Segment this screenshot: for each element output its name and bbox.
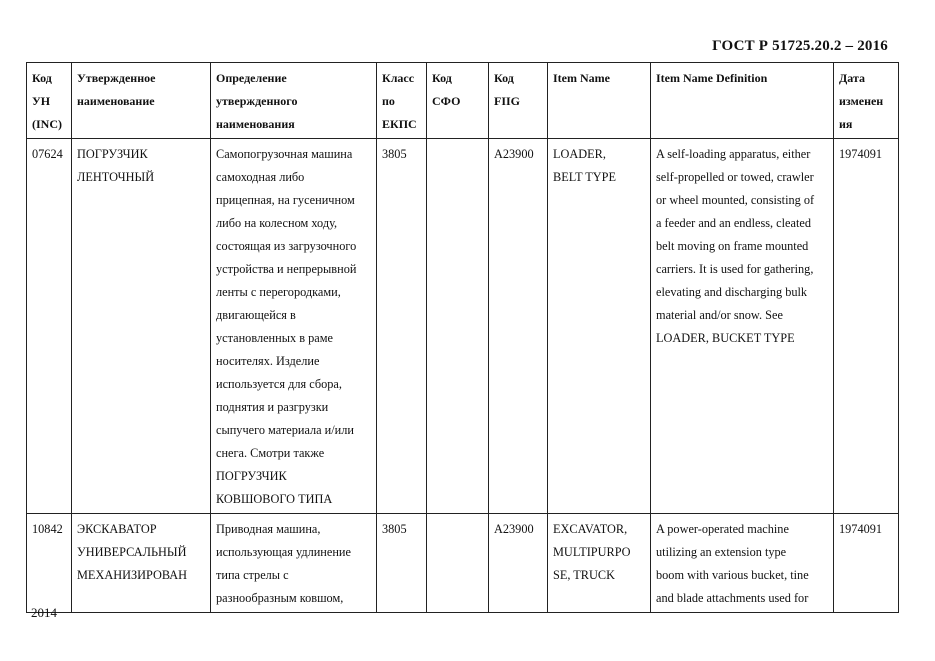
cell-text-line: либо на колесном ходу, [216, 216, 338, 230]
table-row [27, 514, 899, 613]
column-header-inc [27, 63, 72, 139]
cell-text-line: Item Name [553, 71, 610, 85]
cell-text-line: self-propelled or towed, crawler [656, 170, 814, 184]
cell-text-line: LOADER, BUCKET TYPE [656, 331, 795, 345]
cell-text-line: A power-operated machine [656, 522, 789, 536]
column-header-item-name-definition [651, 63, 834, 139]
cell-text-line: A self-loading apparatus, either [656, 147, 811, 161]
cell-text-line: КОВШОВОГО ТИПА [216, 492, 333, 506]
definition-cell [211, 139, 377, 514]
item-name-cell [548, 139, 651, 514]
cell-text-line: material and/or snow. See [656, 308, 783, 322]
approved-name-cell [72, 139, 211, 514]
cell-text-line: MULTIPURPO [553, 545, 631, 559]
class-cell: 3805 [377, 514, 427, 613]
cell-text-line: изменен [839, 94, 884, 108]
cell-text-line: снега. Смотри также [216, 446, 325, 460]
cell-text-line: УН [32, 94, 51, 108]
cell-text-line: самоходная либо [216, 170, 305, 184]
cell-text-line: наименование [77, 94, 155, 108]
cell-text-line: ия [839, 117, 853, 131]
cell-text-line: сыпучего материала и/или [216, 423, 354, 437]
cell-text-line: boom with various bucket, tine [656, 568, 809, 582]
sfo-cell [427, 139, 489, 514]
change-date-cell: 1974091 [834, 139, 899, 514]
cell-text-line: Самопогрузочная машина [216, 147, 353, 161]
cell-text-line: типа стрелы с [216, 568, 289, 582]
fiig-cell: A23900 [489, 514, 548, 613]
fiig-cell: A23900 [489, 139, 548, 514]
approved-name-cell [72, 514, 211, 613]
class-cell: 3805 [377, 139, 427, 514]
definition-cell [211, 514, 377, 613]
cell-text-line: устройства и непрерывной [216, 262, 357, 276]
cell-text-line: Дата [839, 71, 865, 85]
cell-text-line: ПОГРУЗЧИК [216, 469, 287, 483]
change-date-cell: 1974091 [834, 514, 899, 613]
cell-text-line: belt moving on frame mounted [656, 239, 809, 253]
cell-text-line: LOADER, [553, 147, 606, 161]
column-header-fiig [489, 63, 548, 139]
column-header-class [377, 63, 427, 139]
cell-text-line: Код [494, 71, 514, 85]
cell-text-line: УНИВЕРСАЛЬНЫЙ [77, 545, 187, 559]
cell-text-line: установленных в раме [216, 331, 333, 345]
cell-text-line: двигающейся в [216, 308, 296, 322]
cell-text-line: Код [432, 71, 452, 85]
cell-text-line: ЛЕНТОЧНЫЙ [77, 170, 155, 184]
cell-text-line: прицепная, на гусеничном [216, 193, 355, 207]
cell-text-line: Класс [382, 71, 415, 85]
cell-text-line: Определение [216, 71, 287, 85]
cell-text-line: Утвержденное [77, 71, 156, 85]
item-definition-cell [651, 514, 834, 613]
cell-text-line: Item Name Definition [656, 71, 768, 85]
column-header-sfo [427, 63, 489, 139]
cell-text-line: EXCAVATOR, [553, 522, 628, 536]
column-header-change-date [834, 63, 899, 139]
column-header-definition [211, 63, 377, 139]
cell-text-line: МЕХАНИЗИРОВАН [77, 568, 188, 582]
column-header-approved-name [72, 63, 211, 139]
cell-text-line: используется для сбора, [216, 377, 342, 391]
cell-text-line: использующая удлинение [216, 545, 351, 559]
cell-text-line: a feeder and an endless, cleated [656, 216, 811, 230]
cell-text-line: ПОГРУЗЧИК [77, 147, 148, 161]
item-definition-cell [651, 139, 834, 514]
cell-text-line: СФО [432, 94, 461, 108]
cell-text-line: FIIG [494, 94, 521, 108]
item-name-cell [548, 514, 651, 613]
table-row [27, 139, 899, 514]
table-header-row [27, 63, 899, 139]
cell-text-line: Приводная машина, [216, 522, 321, 536]
column-header-item-name [548, 63, 651, 139]
cell-text-line: (INC) [32, 117, 62, 131]
cell-text-line: BELT TYPE [553, 170, 616, 184]
cell-text-line: elevating and discharging bulk [656, 285, 808, 299]
cell-text-line: utilizing an extension type [656, 545, 787, 559]
page-number: 2014 [31, 605, 57, 620]
cell-text-line: ЕКПС [382, 117, 417, 131]
document-header: ГОСТ Р 51725.20.2 – 2016 [712, 38, 888, 54]
cell-text-line: and blade attachments used for [656, 591, 809, 605]
cell-text-line: разнообразным ковшом, [216, 591, 344, 605]
cell-text-line: носителях. Изделие [216, 354, 320, 368]
cell-text-line: ЭКСКАВАТОР [77, 522, 157, 536]
catalog-table [26, 62, 899, 613]
inc-cell: 07624 [27, 139, 72, 514]
cell-text-line: Код [32, 71, 52, 85]
sfo-cell [427, 514, 489, 613]
cell-text-line: состоящая из загрузочного [216, 239, 357, 253]
cell-text-line: ленты с перегородками, [216, 285, 341, 299]
cell-text-line: carriers. It is used for gathering, [656, 262, 814, 276]
cell-text-line: по [382, 94, 395, 108]
cell-text-line: поднятия и разгрузки [216, 400, 329, 414]
cell-text-line: SE, TRUCK [553, 568, 615, 582]
cell-text-line: наименования [216, 117, 295, 131]
inc-cell: 10842 [27, 514, 72, 613]
cell-text-line: утвержденного [216, 94, 298, 108]
cell-text-line: or wheel mounted, consisting of [656, 193, 815, 207]
